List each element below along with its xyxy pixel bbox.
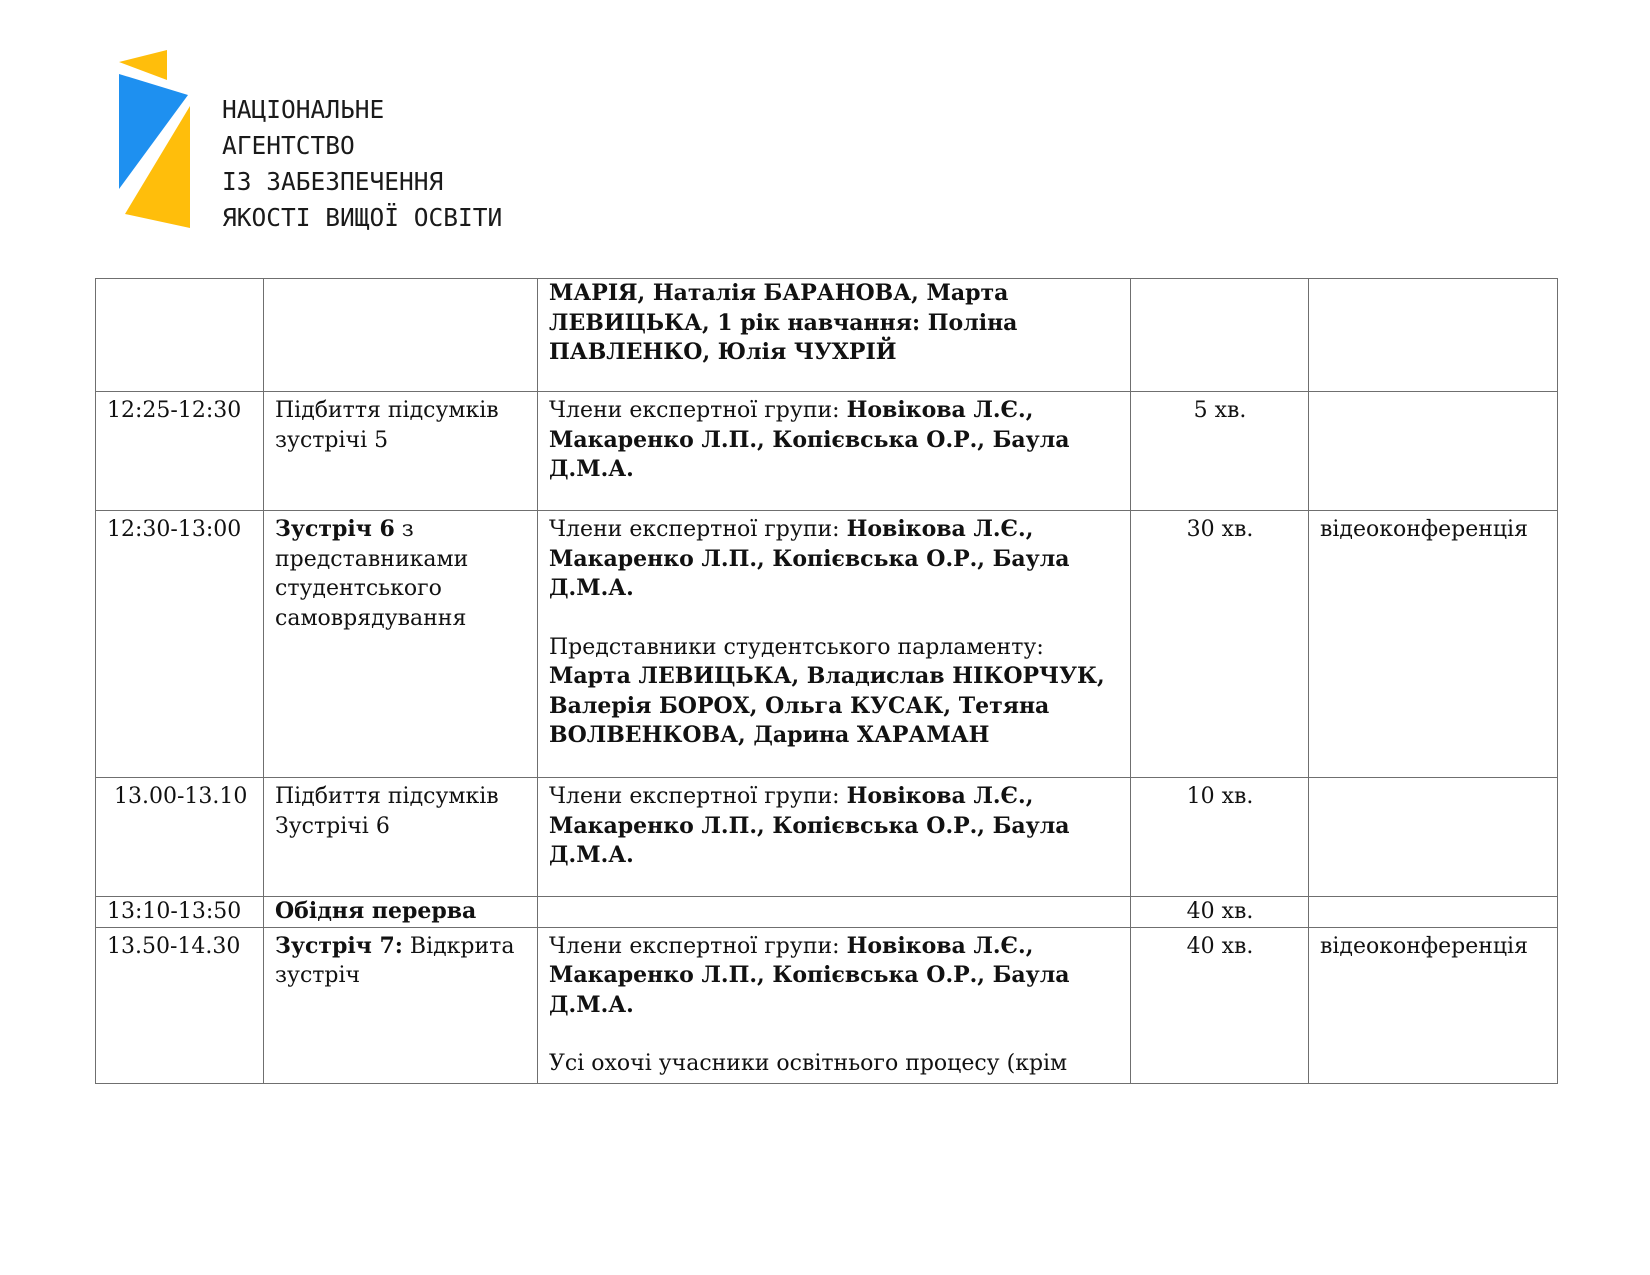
participants-cell	[538, 511, 1131, 778]
participants-label: Усі охочі учасники освітнього процесу (крім	[549, 1051, 1068, 1076]
time-cell: 13.50-14.30	[96, 927, 264, 1083]
table-row	[96, 279, 1558, 392]
duration-cell: 5 хв.	[1131, 392, 1309, 511]
table-row	[96, 927, 1558, 1083]
duration-cell: 30 хв.	[1131, 511, 1309, 778]
logo-yellow-top-shape	[119, 50, 167, 80]
agency-name-line: ІЗ ЗАБЕЗПЕЧЕННЯ	[222, 167, 444, 196]
time-cell	[96, 279, 264, 392]
duration-cell: 40 хв.	[1131, 897, 1309, 928]
paragraph-gap	[549, 604, 1120, 633]
agency-name-line: НАЦІОНАЛЬНЕ	[222, 95, 385, 124]
participants-names: Новікова Л.Є., Макаренко Л.П., Копієвська О.Р., Баула Д.М.А.	[549, 932, 1070, 1018]
participants-names: Марта ЛЕВИЦЬКА, Владислав НІКОРЧУК, Валерія БОРОХ, Ольга КУСАК, Тетяна ВОЛВЕНКОВА, Дарина ХАРАМАН	[549, 663, 1105, 748]
participants-label: Члени експертної групи:	[549, 398, 847, 423]
table-row	[96, 897, 1558, 928]
participants-cell	[538, 279, 1131, 392]
format-cell: відеоконференція	[1309, 511, 1558, 778]
format-cell	[1309, 279, 1558, 392]
table-row	[96, 778, 1558, 897]
format-cell: відеоконференція	[1309, 927, 1558, 1083]
format-cell	[1309, 392, 1558, 511]
time-cell: 13:10-13:50	[96, 897, 264, 928]
participants-cell	[538, 927, 1131, 1083]
participants-label: Члени експертної групи:	[549, 933, 847, 959]
event-cell	[264, 897, 538, 928]
participants-names: Новікова Л.Є., Макаренко Л.П., Копієвська О.Р., Баула Д.М.А.	[549, 516, 1070, 601]
participants-label: Члени експертної групи:	[549, 517, 847, 542]
agency-name	[222, 92, 502, 236]
agency-name-line: ЯКОСТІ ВИЩОЇ ОСВІТИ	[222, 203, 503, 232]
duration-cell: 10 хв.	[1131, 778, 1309, 897]
event-title-bold: Зустріч 6	[275, 516, 395, 542]
event-title: з представниками студентського самоврядування	[275, 517, 469, 631]
time-cell: 12:25-12:30	[96, 392, 264, 511]
table-row	[96, 511, 1558, 778]
paragraph-gap	[549, 1020, 1120, 1049]
participants-cell	[538, 392, 1131, 511]
event-title: Відкрита зустріч	[275, 933, 515, 988]
time-cell: 13.00-13.10	[96, 778, 264, 897]
event-cell	[264, 392, 538, 511]
event-title: Підбиття підсумків Зустрічі 6	[275, 784, 499, 839]
participants-label: Представники студентського парламенту:	[549, 634, 1044, 660]
participants-names: МАРІЯ, Наталія БАРАНОВА, Марта ЛЕВИЦЬКА, 1 рік навчання: Поліна ПАВЛЕНКО, Юлія ЧУХРІЙ	[549, 280, 1018, 365]
schedule-table	[95, 278, 1558, 1084]
event-cell	[264, 279, 538, 392]
event-cell	[264, 778, 538, 897]
participants-cell	[538, 897, 1131, 928]
agency-name-line: АГЕНТСТВО	[222, 131, 355, 160]
participants-names: Новікова Л.Є., Макаренко Л.П., Копієвська О.Р., Баула Д.М.А.	[549, 783, 1070, 868]
event-title: Підбиття підсумків зустрічі 5	[275, 398, 499, 453]
participants-label: Члени експертної групи:	[549, 784, 847, 809]
table-row	[96, 392, 1558, 511]
event-cell	[264, 927, 538, 1083]
duration-cell	[1131, 279, 1309, 392]
participants-cell	[538, 778, 1131, 897]
event-cell	[264, 511, 538, 778]
event-title-bold: Обідня перерва	[275, 898, 477, 924]
time-cell: 12:30-13:00	[96, 511, 264, 778]
format-cell	[1309, 897, 1558, 928]
event-title-bold: Зустріч 7:	[275, 932, 403, 959]
participants-names: Новікова Л.Є., Макаренко Л.П., Копієвська О.Р., Баула Д.М.А.	[549, 397, 1070, 482]
agency-logo	[117, 48, 637, 238]
logo-emblem-icon	[117, 48, 197, 230]
duration-cell: 40 хв.	[1131, 927, 1309, 1083]
format-cell	[1309, 778, 1558, 897]
